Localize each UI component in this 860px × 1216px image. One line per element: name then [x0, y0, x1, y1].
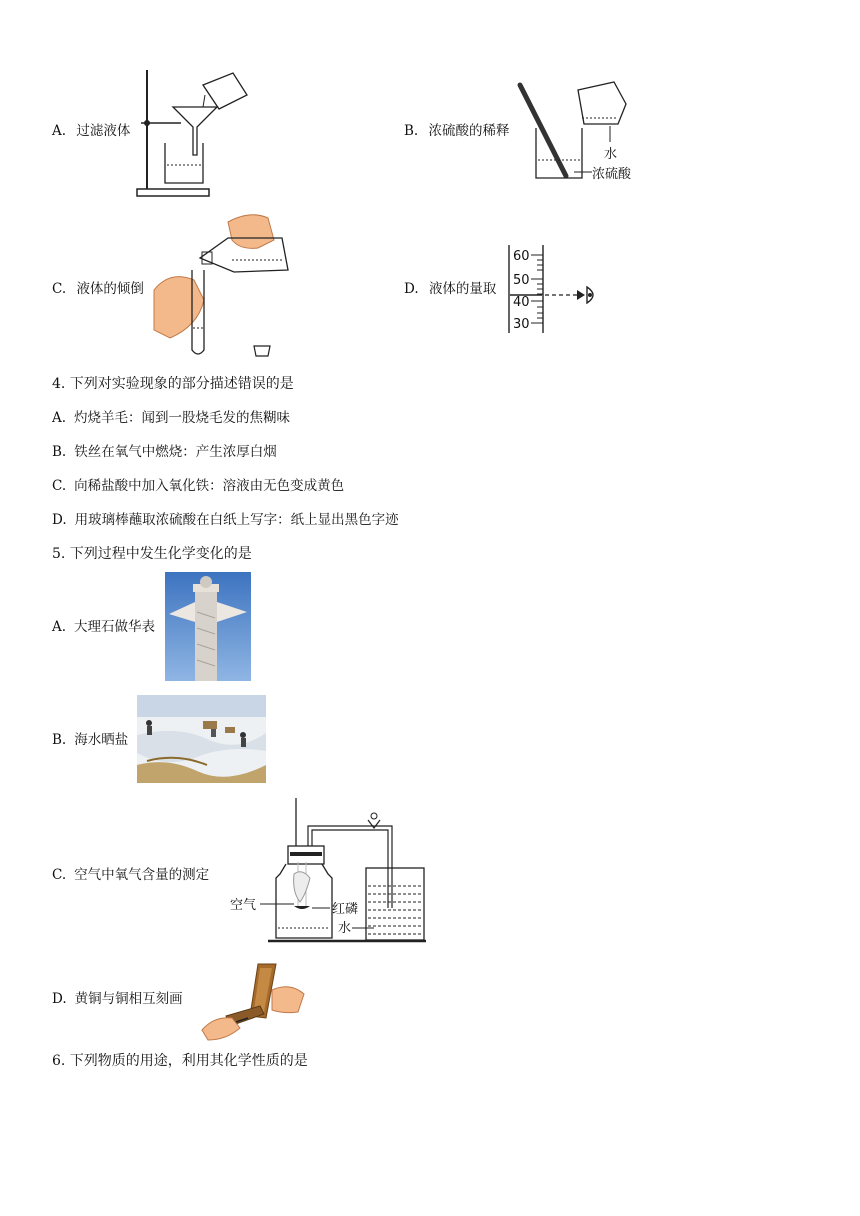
air-label: 空气 — [230, 898, 257, 913]
option-3c — [52, 280, 144, 298]
option-letter: A. — [52, 123, 67, 139]
option-letter: D. — [404, 281, 419, 297]
option-letter: B. — [404, 123, 419, 139]
acid-dilution-diagram — [518, 80, 648, 188]
scale-60: 60 — [513, 249, 530, 264]
option-text: 液体的倾倒 — [76, 281, 144, 297]
scale-50: 50 — [513, 273, 530, 288]
option-3d — [404, 280, 496, 298]
question-4-stem: 4. 下列对实验现象的部分描述错误的是 — [52, 376, 294, 392]
brass-copper-scratch-photo — [200, 960, 306, 1042]
option-5d: D. 黄铜与铜相互刻画 — [52, 991, 183, 1007]
eye-icon — [588, 293, 592, 297]
option-letter: C. — [52, 281, 67, 297]
filtration-diagram — [135, 65, 250, 200]
option-3a — [52, 122, 130, 140]
option-text: 过滤液体 — [76, 123, 131, 139]
oxygen-measurement-diagram — [228, 798, 428, 944]
option-4a: A. 灼烧羊毛：闻到一股烧毛发的焦糊味 — [52, 410, 291, 426]
option-5c: C. 空气中氧气含量的测定 — [52, 867, 210, 883]
acid-label: 浓硫酸 — [592, 167, 632, 182]
option-4c: C. 向稀盐酸中加入氧化铁：溶液由无色变成黄色 — [52, 478, 345, 494]
option-4b: B. 铁丝在氧气中燃烧：产生浓厚白烟 — [52, 444, 277, 460]
option-text: 液体的量取 — [428, 281, 497, 297]
sea-salt-photo — [137, 695, 266, 783]
option-text: 浓硫酸的稀释 — [428, 123, 510, 139]
scale-30: 30 — [513, 317, 530, 332]
option-5a: A. 大理石做华表 — [52, 619, 156, 635]
red-phosphorus-label: 红磷 — [332, 902, 359, 917]
water-label: 水 — [604, 147, 618, 162]
water-label: 水 — [338, 921, 352, 936]
huabiao-photo — [165, 572, 251, 681]
pouring-diagram — [150, 210, 290, 362]
option-3b — [404, 122, 510, 140]
option-5b: B. 海水晒盐 — [52, 732, 129, 748]
measuring-cylinder-diagram — [505, 243, 605, 335]
question-5-stem: 5. 下列过程中发生化学变化的是 — [52, 546, 252, 562]
question-6-stem: 6. 下列物质的用途，利用其化学性质的是 — [52, 1053, 308, 1069]
scale-40: 40 — [513, 295, 530, 310]
option-4d: D. 用玻璃棒蘸取浓硫酸在白纸上写字：纸上显出黑色字迹 — [52, 512, 399, 528]
